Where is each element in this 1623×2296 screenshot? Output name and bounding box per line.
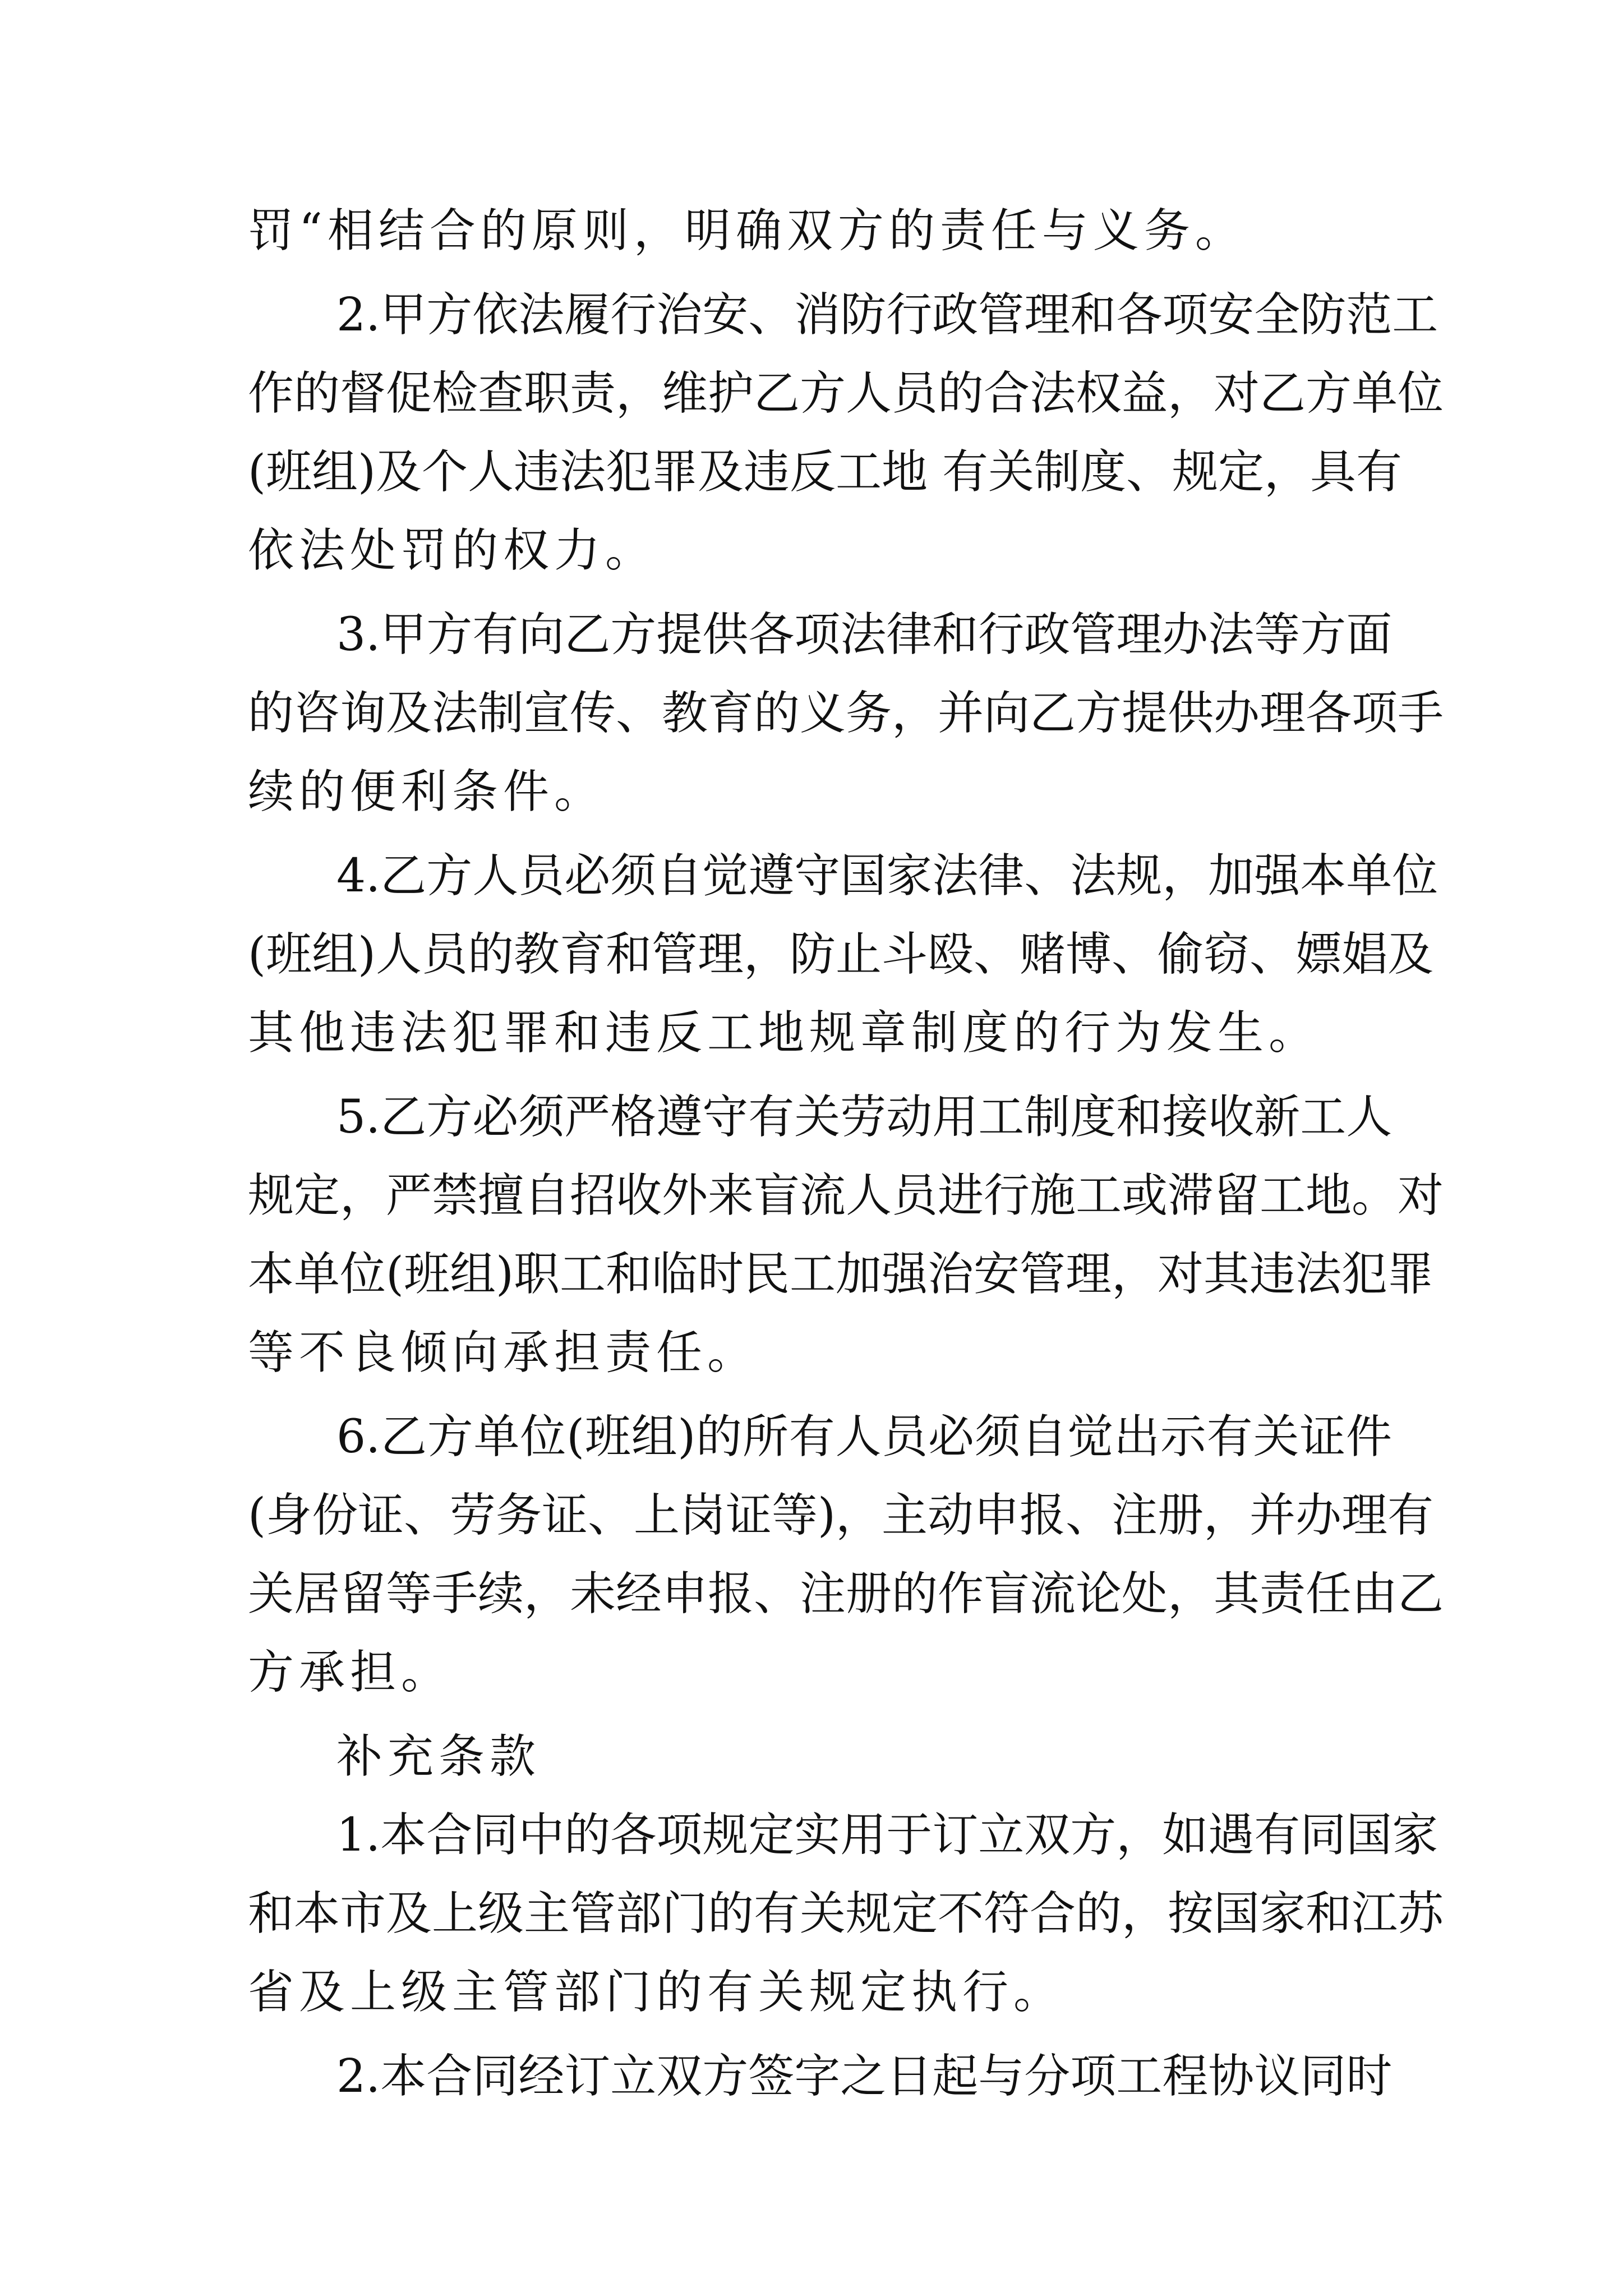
section-heading: 补充条款 <box>336 1730 541 1783</box>
text-line: 罚“相结合的原则，明确双方的责任与义务。 <box>248 204 1246 257</box>
text-line: 续的便利条件。 <box>248 765 606 818</box>
paragraph-2-line: 2.甲方依法履行治安、消防行政管理和各项安全防范工 <box>336 288 1438 342</box>
text-line: 等不良倾向承担责任。 <box>248 1326 759 1379</box>
text-line: 依法处罚的权力。 <box>248 524 657 577</box>
text-line: 本单位(班组)职工和临时民工加强治安管理，对其违法犯罪 <box>248 1248 1433 1301</box>
text-line: 方承担。 <box>248 1646 453 1699</box>
paragraph-5-line: 5.乙方必须严格遵守有关劳动用工制度和接收新工人 <box>336 1091 1393 1144</box>
text-line: 规定，严禁擅自招收外来盲流人员进行施工或滞留工地。对 <box>248 1169 1444 1222</box>
supplement-2-line: 2.本合同经订立双方签字之日起与分项工程协议同时 <box>336 2050 1393 2103</box>
text-line: 和本市及上级主管部门的有关规定不符合的，按国家和江苏 <box>248 1887 1444 1940</box>
text-line: (班组)人员的教育和管理，防止斗殴、赌博、偷窃、嫖娼及 <box>248 928 1433 981</box>
text-line: 省及上级主管部门的有关规定执行。 <box>248 1966 1065 2019</box>
text-line: (班组)及个人违法犯罪及违反工地 有关制度、规定，具有 <box>248 445 1403 499</box>
paragraph-4-line: 4.乙方人员必须自觉遵守国家法律、法规，加强本单位 <box>336 849 1438 903</box>
paragraph-3-line: 3.甲方有向乙方提供各项法律和行政管理办法等方面 <box>336 608 1393 661</box>
text-line: (身份证、劳务证、上岗证等)，主动申报、注册，并办理有 <box>248 1489 1433 1542</box>
text-line: 的咨询及法制宣传、教育的义务，并向乙方提供办理各项手 <box>248 687 1444 740</box>
text-line: 其他违法犯罪和违反工地规章制度的行为发生。 <box>248 1006 1320 1060</box>
text-line: 作的督促检查职责，维护乙方人员的合法权益，对乙方单位 <box>248 367 1444 420</box>
paragraph-6-line: 6.乙方单位(班组)的所有人员必须自觉出示有关证件 <box>336 1410 1392 1464</box>
supplement-1-line: 1.本合同中的各项规定实用于订立双方，如遇有同国家 <box>336 1809 1438 1862</box>
text-line: 关居留等手续，未经申报、注册的作盲流论处，其责任由乙 <box>248 1567 1444 1621</box>
